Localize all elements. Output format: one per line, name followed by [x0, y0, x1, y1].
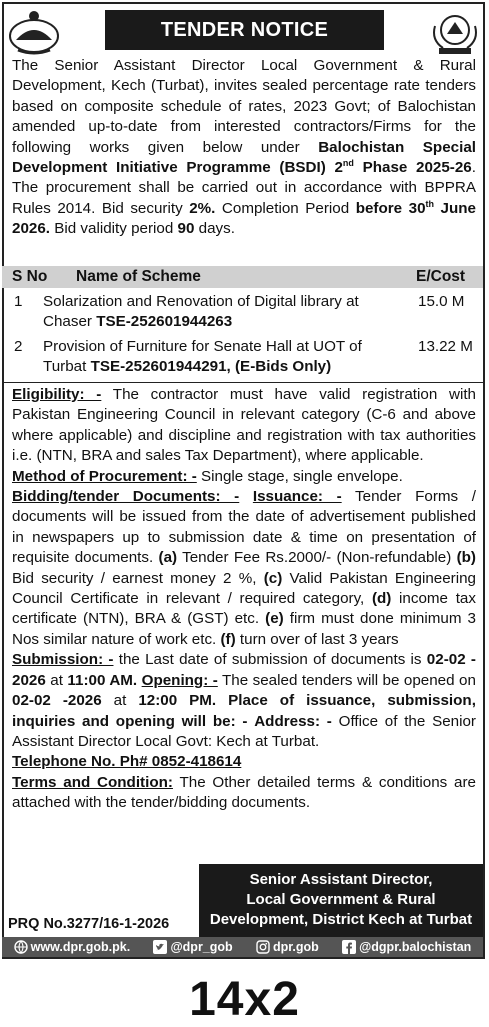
- signature-block: Senior Assistant Director, Local Government & Rural Development, District Kech at Turbat: [199, 864, 483, 938]
- instagram-icon: [256, 940, 270, 954]
- twitter-icon: [153, 940, 167, 954]
- balochistan-emblem-icon: [8, 6, 60, 56]
- facebook-icon: [342, 940, 356, 954]
- website-link[interactable]: www.dpr.gob.pk.: [14, 940, 131, 954]
- terms-body: Eligibility: - The contractor must have valid registration with Pakistan Engineering Council in relevant category (C-6 and above where applicable) and discipline and registration with tax authorities i.e. (NTN, BRA and sales Tax Department), where applicable. Method of Procurement: - Single stage, single envelope. Bidding/tender Documents: - Issuance: - Tender Forms / documents will be issued from the date of advertisement published in newspapers up to submission date & time on presentation of requisite documents. (a) Tender Fee Rs.2000/- (Non-refundable) (b) Bid security / earnest money 2 %, (c) Valid Pakistan Engineering Council Certificate in relevant / required category, (d) income tax certificate (NTN), BRA & (GST) etc. (e) firm must done minimum 3 Nos similar nature of work etc. (f) turn over of last 3 years Submission: - the Last date of submission of documents is 02-02 - 2026 at 11:00 AM. Opening: - The sealed tenders will be opened on 02-02 -2026 at 12:00 PM. Place of issuance, submission, inquiries and opening will be: - Address: - Office of the Senior Assistant Director Local Govt: Kech at Turbat. Telephone No. Ph# 0852-418614 Terms and Condition: The Other detailed terms & conditions are attached with the tender/bidding documents.: [12, 386, 477, 812]
- intro-paragraph: The Senior Assistant Director Local Government & Rural Development, Kech (Turbat), invites sealed percentage rate tenders based on composite schedule of rates, 2023 Govt; of Balochistan amended up-to-date from interested contractors/Firms for the following works given below under Balochistan Special Development Initiative Programme (BSDI) 2nd Phase 2025-26. The procurement shall be carried out in accordance with BPPRA Rules 2014. Bid security 2%. Completion Period before 30th June 2026. Bid validity period 90 days.: [12, 57, 476, 238]
- ad-size-label: 14x2: [189, 973, 300, 1026]
- prq-number: PRQ No.3277/16-1-2026: [8, 916, 170, 932]
- scheme-table-header: [2, 266, 483, 288]
- government-seal-icon: [429, 6, 481, 56]
- col-scheme: Name of Scheme: [76, 268, 201, 285]
- col-sno: S No: [12, 268, 48, 285]
- facebook-link[interactable]: @dgpr.balochistan: [342, 940, 471, 954]
- twitter-link[interactable]: @dpr_gob: [153, 940, 232, 954]
- instagram-link[interactable]: dpr.gob: [256, 940, 319, 954]
- divider: [2, 382, 483, 383]
- globe-icon: [14, 940, 28, 954]
- col-cost: E/Cost: [416, 268, 466, 285]
- social-footer: [2, 937, 483, 957]
- page-title: TENDER NOTICE: [105, 10, 384, 50]
- telephone: Telephone No. Ph# 0852-418614: [12, 753, 242, 771]
